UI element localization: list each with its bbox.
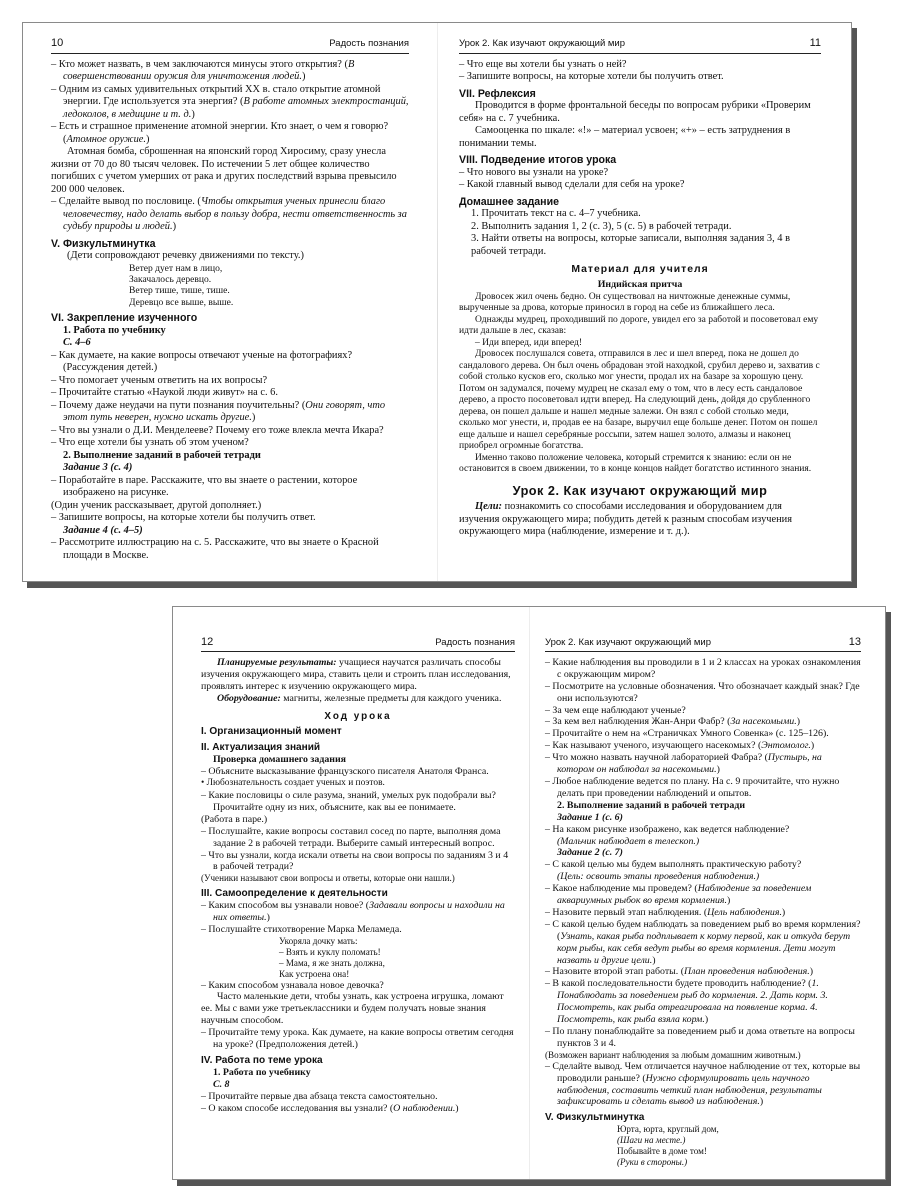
page-number: 10 (51, 37, 64, 49)
list-item: – Запишите вопросы, на которые хотели бы получить ответ. (51, 512, 409, 525)
list-item: 2. Выполнить задания 1, 2 (с. 3), 5 (с. 5) в рабочей тетради. (471, 220, 732, 232)
teacher-material-heading: Материал для учителя (571, 264, 709, 275)
list-item: – Что можно назвать научной лабораторией Фабра? (Пустырь, на котором он наблюдал за насекомыми.) (545, 752, 861, 776)
list-item: – Почему даже неудачи на пути познания поучительны? (Они говорят, что этот путь неверен, нужно искать другие.) (51, 400, 409, 425)
list-item: – Какое наблюдение мы проведем? (Наблюдение за поведением аквариумных рыбок во время кормления.) (545, 883, 861, 907)
task-heading: Задание 3 (с. 4) (63, 462, 133, 474)
list-item: – За чем еще наблюдают ученые? (545, 705, 861, 717)
section-heading: VIII. Подведение итогов урока (459, 154, 617, 166)
paragraph: Часто маленькие дети, чтобы узнать, как устроена игрушка, ломают ее. Мы с вами уже третьеклассники и будем получать новые знания научным способом. (201, 991, 504, 1027)
section-heading: Домашнее задание (459, 195, 559, 208)
list-item: – Что еще хотели бы узнать об этом ученом? (51, 437, 409, 450)
paragraph: (Ученики называют свои вопросы и ответы, которые они нашли.) (201, 873, 455, 884)
page-13 (529, 607, 885, 1179)
list-item: – Что нового вы узнали на уроке? (459, 167, 821, 180)
list-item: – Прочитайте статью «Наукой люди живут» на с. 6. (51, 387, 409, 400)
paragraph: Проводится в форме фронтальной беседы по вопросам рубрики «Проверим себя» на с. 7 учебника. (459, 100, 811, 124)
list-item: – Каким способом узнавала новое девочка? (201, 980, 515, 992)
running-head (459, 37, 821, 54)
paragraph: (Дети сопровождают речевку движениями по тексту.) (67, 250, 304, 261)
list-item: – С какой целью мы будем выполнять практическую работу? (545, 859, 861, 871)
poem-line: (Руки в стороны.) (617, 1157, 688, 1168)
subsection-heading: 1. Работа по учебнику (213, 1066, 311, 1078)
poem (201, 936, 515, 980)
subsection-heading: Проверка домашнего задания (213, 754, 346, 766)
list-item: – Сделайте вывод по пословице. (Чтобы открытия ученых принесли благо человечеству, надо делать выбор в пользу добра, нести ответственность за судьбу природы и людей.) (51, 196, 409, 234)
section-heading: IV. Работа по теме урока (201, 1054, 323, 1066)
poem-line: Побывайте в доме том! (617, 1146, 707, 1157)
list-item: – Какие пословицы о силе разума, знаний, умелых рук подобрали вы? Прочитайте одну из них, объясните, как вы ее понимаете. (201, 790, 515, 814)
list-item: – Любое наблюдение ведется по плану. На с. 9 прочитайте, что нужно делать при проведении наблюдений и опытов. (545, 776, 861, 800)
parable-title: Индийская притча (597, 278, 683, 290)
section-heading: V. Физкультминутка (545, 1112, 645, 1124)
paragraph: (Один ученик рассказывает, другой дополняет.) (51, 499, 262, 511)
section-heading: V. Физкультминутка (51, 237, 156, 250)
paragraph: Однажды мудрец, проходивший по дороге, увидел его за работой и посоветовал ему идти дальше в лес, сказав: (459, 313, 819, 337)
parable-text (459, 291, 821, 475)
list-item: – За кем вел наблюдения Жан-Анри Фабр? (За насекомыми.) (545, 716, 861, 728)
lesson-goals: Цели: познакомить со способами исследования и оборудованием для изучения окружающего мира; побудить детей к разным способам изучения окружающего мира (наблюдение, измерение и т. д.). (459, 501, 793, 538)
paragraph: Именно таково положение человека, который стремится к знанию: если он не остановится в своем движении, то в конце концов найдет богатство истинного знания. (459, 451, 812, 475)
subsection-heading: 2. Выполнение заданий в рабочей тетради (63, 449, 261, 461)
paragraph: Дровосек жил очень бедно. Он существовал на ничтожные денежные суммы, вырученные за дрова, которые приносил в город на себе из ближайшего леса. (459, 291, 791, 314)
list-item: – Как думаете, на какие вопросы отвечают ученые на фотографиях? (Рассуждения детей.) (51, 350, 409, 375)
page-reference: С. 4–6 (63, 337, 91, 349)
list-item: – Прочитайте первые два абзаца текста самостоятельно. (201, 1091, 515, 1103)
paragraph: Дровосек послушался совета, отправился в лес и шел вперед, пока не дошел до сандалового дерева. Он был очень обрадован этой находкой, срубил дерево и, захватив с собой столько кусков его, сколько мог унести, продал их на базаре за хорошую цену. Потом он задумался, почему мудрец не сказал ему о том, что в лесу есть сандаловое дерево, а просто посоветовал идти вперед. На следующий день, дойдя до срубленного дерева, он пошел дальше и нашел медные залежи. Он взял с собой столько меди, сколько мог унести, и, продав ее на базаре, выручил еще больше денег. Потом он пошел еще дальше и нашел серебряные россыпи, затем нашел золото, алмазы и наконец приобрел огромные богатства. (459, 348, 820, 452)
running-head (545, 637, 861, 652)
planned-results: Планируемые результаты: учащиеся научатся различать способы изучения окружающего мира, ставить цели и строить план исследования, проявлять интерес к изучению окружающего мира. (201, 656, 511, 692)
list-item: – Какие наблюдения вы проводили в 1 и 2 классах на уроках ознакомления с окружающим миром? (545, 657, 861, 681)
list-item: – Назовите первый этап наблюдения. (Цель наблюдения.) (545, 907, 861, 919)
list-item: – Прочитайте о нем на «Страничках Умного Совенка» (с. 125–126). (545, 728, 861, 740)
list-item: – Как называют ученого, изучающего насекомых? (Энтомолог.) (545, 740, 861, 752)
list-item: – Что вы узнали, когда искали ответы на свои вопросы по заданиям 3 и 4 в рабочей тетради? (201, 850, 515, 874)
running-title: Урок 2. Как изучают окружающий мир (459, 38, 626, 49)
book-spread-pages-10-11 (22, 22, 852, 582)
list-item: – Посмотрите на условные обозначения. Что обозначает каждый знак? Где они используются? (545, 681, 861, 705)
list-item: – Что помогает ученым ответить на их вопросы? (51, 375, 409, 388)
list-item: – Есть и страшное применение атомной энергии. Кто знает, о чем я говорю? (Атомное оружие.) (51, 121, 409, 146)
equipment: Оборудование: магниты, железные предметы для каждого ученика. (217, 692, 502, 704)
paragraph: (Возможен вариант наблюдения за любым домашним животным.) (545, 1049, 801, 1060)
section-heading: VI. Закрепление изученного (51, 312, 198, 325)
list-item: 1. Прочитать текст на с. 4–7 учебника. (471, 208, 641, 219)
section-heading: II. Актуализация знаний (201, 742, 321, 754)
list-item: – Каким способом вы узнавали новое? (Задавали вопросы и находили на них ответы.) (201, 900, 515, 924)
list-item: – Объясните высказывание французского писателя Анатоля Франса. (201, 766, 515, 778)
poem-line: Закачалось деревцо. (129, 273, 212, 285)
poem-line: Ветер тише, тише, тише. (129, 285, 230, 297)
poem-line: Юрта, юрта, круглый дом, (617, 1124, 719, 1135)
list-item: – Что вы узнали о Д.И. Менделееве? Почему его тоже влекла мечта Икара? (51, 425, 409, 438)
list-item: 3. Найти ответы на вопросы, которые записали, выполняя задания 3, 4 в рабочей тетради. (471, 233, 790, 257)
list-item: – На каком рисунке изображено, как ведется наблюдение? (545, 824, 861, 836)
section-heading: VII. Рефлексия (459, 87, 536, 100)
list-item: – Послушайте, какие вопросы составил сосед по парте, выполняя дома задание 2 в рабочей тетради. Выберите самый интересный вопрос. (201, 826, 515, 850)
page-reference: С. 8 (213, 1078, 230, 1090)
section-heading: III. Самоопределение к деятельности (201, 888, 388, 900)
paragraph: Самооценка по шкале: «!» – материал усвоен; «+» – есть затруднения в понимании темы. (459, 125, 791, 149)
list-item: – Рассмотрите иллюстрацию на с. 5. Расскажите, что вы знаете о Красной площади в Москве. (51, 537, 409, 562)
running-head (51, 37, 409, 54)
list-item: – С какой целью будем наблюдать за поведением рыб во время кормления? (Узнать, какая рыба подплывает к корму первой, как и откуда берут корм рыбы, как себя ведут рыбы во время кормления. Дети могут назвать и другие цели.) (545, 919, 861, 967)
task-heading: Задание 4 (с. 4–5) (63, 524, 143, 536)
poem-line: Как устроена она! (279, 968, 350, 979)
book-spread-pages-12-13 (172, 606, 886, 1180)
list-item: – Сделайте вывод. Чем отличается научное наблюдение от тех, которые вы проводили раньше? (Нужно сформулировать цель научного наблюдения, составить четкий план наблюдения, результаты зафиксировать и сделать вывод из наблюдения.) (545, 1061, 861, 1109)
poem-line: – Мама, я же знать должна, (279, 957, 385, 968)
running-title: Урок 2. Как изучают окружающий мир (545, 637, 712, 648)
poem-line: (Шаги на месте.) (617, 1135, 686, 1146)
lesson-course-heading: Ход урока (324, 710, 392, 722)
list-item: – Запишите вопросы, на которые хотели бы получить ответ. (459, 71, 821, 84)
poem (51, 263, 409, 309)
paragraph: (Работа в паре.) (201, 813, 268, 825)
paragraph: Атомная бомба, сброшенная на японский город Хиросиму, сразу унесла жизни от 70 до 80 тысяч человек. По истечении 5 лет общее количество погибших с учетом умерших от рака и других последствий взрыва превысило 200 000 человек. (51, 146, 397, 195)
poem-line: – Взять и куклу поломать! (279, 946, 381, 957)
poem-line: Деревцо все выше, выше. (129, 296, 234, 308)
poem-line: Укоряла дочку мать: (279, 935, 358, 946)
page-11 (437, 23, 851, 581)
answer: (Мальчик наблюдает в телескоп.) (557, 835, 700, 847)
task-heading: Задание 1 (с. 6) (557, 811, 623, 823)
running-head (201, 637, 515, 652)
list-item: – Назовите второй этап работы. (План проведения наблюдения.) (545, 966, 861, 978)
list-item: – Кто может назвать, в чем заключаются минусы этого открытия? (В совершенствовании оружия для уничтожения людей.) (51, 59, 409, 84)
answer: (Цель: освоить этапы проведения наблюдения.) (557, 871, 760, 883)
running-title: Радость познания (435, 637, 515, 648)
paragraph: – Иди вперед, иди вперед! (475, 336, 583, 348)
list-item: – В какой последовательности будете проводить наблюдение? (1. Понаблюдать за поведением рыб до кормления. 2. Дать корм. 3. Посмотреть, как рыба отреагировала на появление корма. 4. Посмотреть, как рыба взяла корм.) (545, 978, 861, 1026)
poem-line: Ветер дует нам в лицо, (129, 262, 223, 274)
poem (545, 1124, 861, 1168)
subsection-heading: 1. Работа по учебнику (63, 324, 166, 336)
list-item: – Какой главный вывод сделали для себя на уроке? (459, 179, 821, 192)
list-item: – По плану понаблюдайте за поведением рыб и дома ответьте на вопросы пунктов 3 и 4. (545, 1026, 861, 1050)
list-item: – Что еще вы хотели бы узнать о ней? (459, 59, 821, 72)
page-number: 13 (848, 636, 861, 648)
subsection-heading: 2. Выполнение заданий в рабочей тетради (557, 799, 746, 811)
list-item: – Послушайте стихотворение Марка Меламеда. (201, 924, 515, 936)
lesson-title: Урок 2. Как изучают окружающий мир (512, 483, 768, 498)
page-12 (173, 607, 529, 1179)
quote-item: • Любознательность создает ученых и поэтов. (201, 778, 515, 790)
page-number: 12 (201, 636, 214, 648)
section-heading: I. Организационный момент (201, 726, 342, 738)
page-number: 11 (809, 37, 821, 49)
list-item: – Прочитайте тему урока. Как думаете, на какие вопросы ответим сегодня на уроке? (Предположения детей.) (201, 1027, 515, 1051)
page-10 (23, 23, 437, 581)
task-heading: Задание 2 (с. 7) (557, 847, 623, 859)
running-title: Радость познания (329, 38, 409, 49)
list-item: – Поработайте в паре. Расскажите, что вы знаете о растении, которое изображено на рисунке. (51, 475, 409, 500)
list-item: – О каком способе исследования вы узнали? (О наблюдении.) (201, 1103, 515, 1115)
list-item: – Одним из самых удивительных открытий XX в. стало открытие атомной энергии. Где используется эта энергия? (В работе атомных электростанций, ледоколов, в медицине и т. д.) (51, 84, 409, 122)
